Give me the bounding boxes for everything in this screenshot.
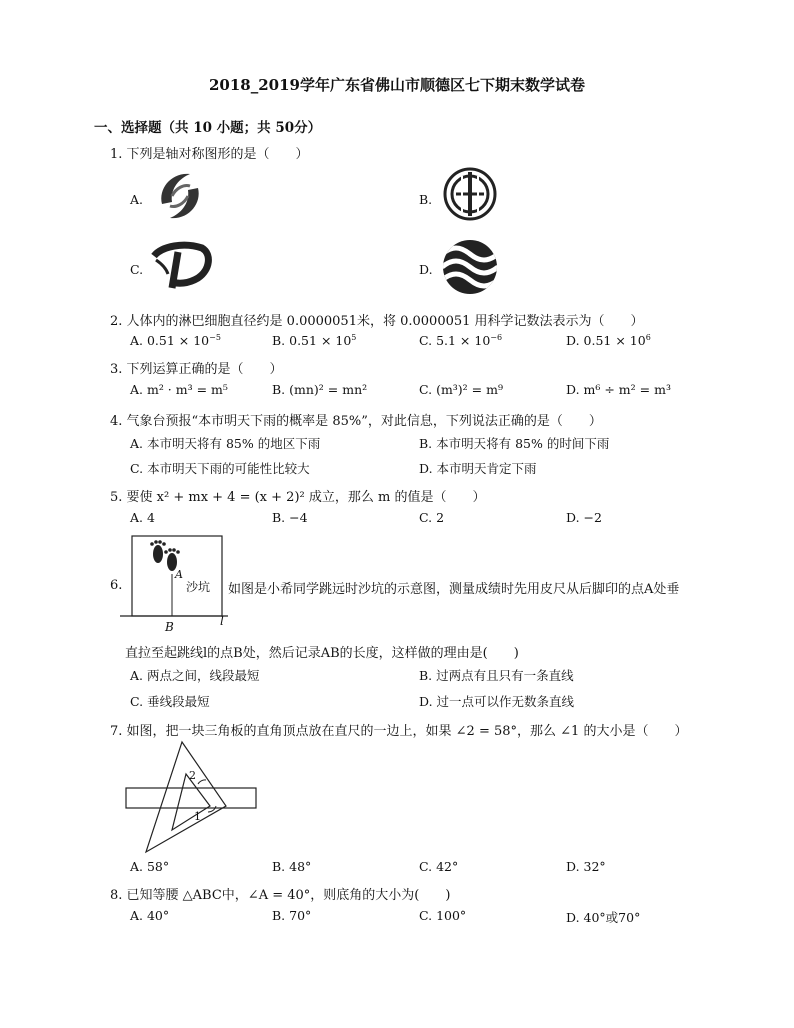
- q8-option-d: D. 40°或70°: [566, 910, 641, 925]
- q3-option-a: A. m² · m³ = m⁵: [130, 382, 228, 397]
- q1-option-a-label: A.: [130, 192, 144, 207]
- q1-figure-b-circle-emblem-icon: [442, 166, 498, 222]
- question-7-stem: 7. 如图，把一块三角板的直角顶点放在直尺的一边上，如果 ∠2 = 58°，那么 ∠1 的大小是（ ）: [110, 724, 688, 739]
- question-2-stem: 2. 人体内的淋巴细胞直径约是 0.0000051米，将 0.0000051 用科学记数法表示为（ ）: [110, 314, 644, 329]
- q5-option-c: C. 2: [419, 510, 445, 525]
- q5-option-a: A. 4: [130, 510, 155, 525]
- section-heading: 一、选择题（共 10 小题；共 50分）: [94, 120, 322, 136]
- q4-option-b: B. 本市明天将有 85% 的时间下雨: [419, 436, 610, 451]
- q7-option-d: D. 32°: [566, 859, 606, 874]
- q7-option-a: A. 58°: [130, 859, 170, 874]
- q1-option-d-label: D.: [419, 262, 433, 277]
- q7-option-c: C. 42°: [419, 859, 459, 874]
- q4-option-c: C. 本市明天下雨的可能性比较大: [130, 461, 310, 476]
- q2-option-b: B. $0.51 \times 10^5$: [272, 333, 357, 348]
- q2-option-d: D. $0.51 \times 10^6$: [566, 333, 651, 348]
- q1-option-b-label: B.: [419, 192, 433, 207]
- q6-sandpit-figure: [120, 534, 228, 638]
- footprint-icon: [150, 540, 180, 571]
- q7-ruler-triangle-figure: [124, 740, 260, 856]
- q7-angle-2-label: 2: [189, 769, 196, 782]
- q3-option-c: C. (m³)² = m⁹: [419, 382, 503, 397]
- q4-option-a: A. 本市明天将有 85% 的地区下雨: [130, 436, 321, 451]
- question-4-stem: 4. 气象台预报“本市明天下雨的概率是 85%”，对此信息，下列说法正确的是（ ）: [110, 414, 602, 429]
- q3-option-b: B. (mn)² = mn²: [272, 382, 368, 397]
- question-6-stem-line2: 直拉至起跳线l的点B处，然后记录AB的长度，这样做的理由是( ): [125, 646, 519, 661]
- q8-option-a: A. 40°: [130, 908, 170, 923]
- q6-option-a: A. 两点之间，线段最短: [130, 668, 260, 683]
- question-5-stem: 5. 要使 x² + mx + 4 = (x + 2)² 成立，那么 m 的值是（ ）: [110, 490, 486, 505]
- q1-figure-c-logo-icon: [148, 238, 214, 290]
- q1-figure-a-swirl-icon: [150, 166, 210, 226]
- q8-option-b: B. 70°: [272, 908, 312, 923]
- question-6-number: 6.: [110, 578, 123, 593]
- q7-angle-1-label: 1: [194, 810, 201, 823]
- question-1-stem: 1. 下列是轴对称图形的是（ ）: [110, 147, 309, 162]
- q2-option-a: A. $0.51 \times 10^{-5}$: [130, 333, 221, 348]
- q6-option-c: C. 垂线段最短: [130, 694, 210, 709]
- q3-option-d: D. m⁶ ÷ m² = m³: [566, 382, 671, 397]
- q6-point-b-label: B: [165, 620, 174, 634]
- q6-sandpit-label: 沙坑: [186, 580, 211, 594]
- q1-figure-d-wave-icon: [442, 238, 498, 296]
- q6-option-d: D. 过一点可以作无数条直线: [419, 694, 575, 709]
- q5-option-b: B. −4: [272, 510, 308, 525]
- q1-option-c-label: C.: [130, 262, 144, 277]
- q7-option-b: B. 48°: [272, 859, 312, 874]
- question-6-stem-line1: 如图是小希同学跳远时沙坑的示意图，测量成绩时先用皮尺从后脚印的点A处垂: [228, 582, 680, 597]
- q6-option-b: B. 过两点有且只有一条直线: [419, 668, 574, 683]
- q8-option-c: C. 100°: [419, 908, 467, 923]
- q6-line-l-label: l: [220, 614, 224, 628]
- q2-option-c: C. $5.1 \times 10^{-6}$: [419, 333, 503, 348]
- q6-point-a-label: A: [175, 568, 183, 581]
- question-8-stem: 8. 已知等腰 △ABC中，∠A = 40°，则底角的大小为( ): [110, 888, 451, 903]
- document-title: 2018_2019学年广东省佛山市顺德区七下期末数学试卷: [209, 76, 585, 94]
- q4-option-d: D. 本市明天肯定下雨: [419, 461, 537, 476]
- q5-option-d: D. −2: [566, 510, 602, 525]
- question-3-stem: 3. 下列运算正确的是（ ）: [110, 362, 283, 377]
